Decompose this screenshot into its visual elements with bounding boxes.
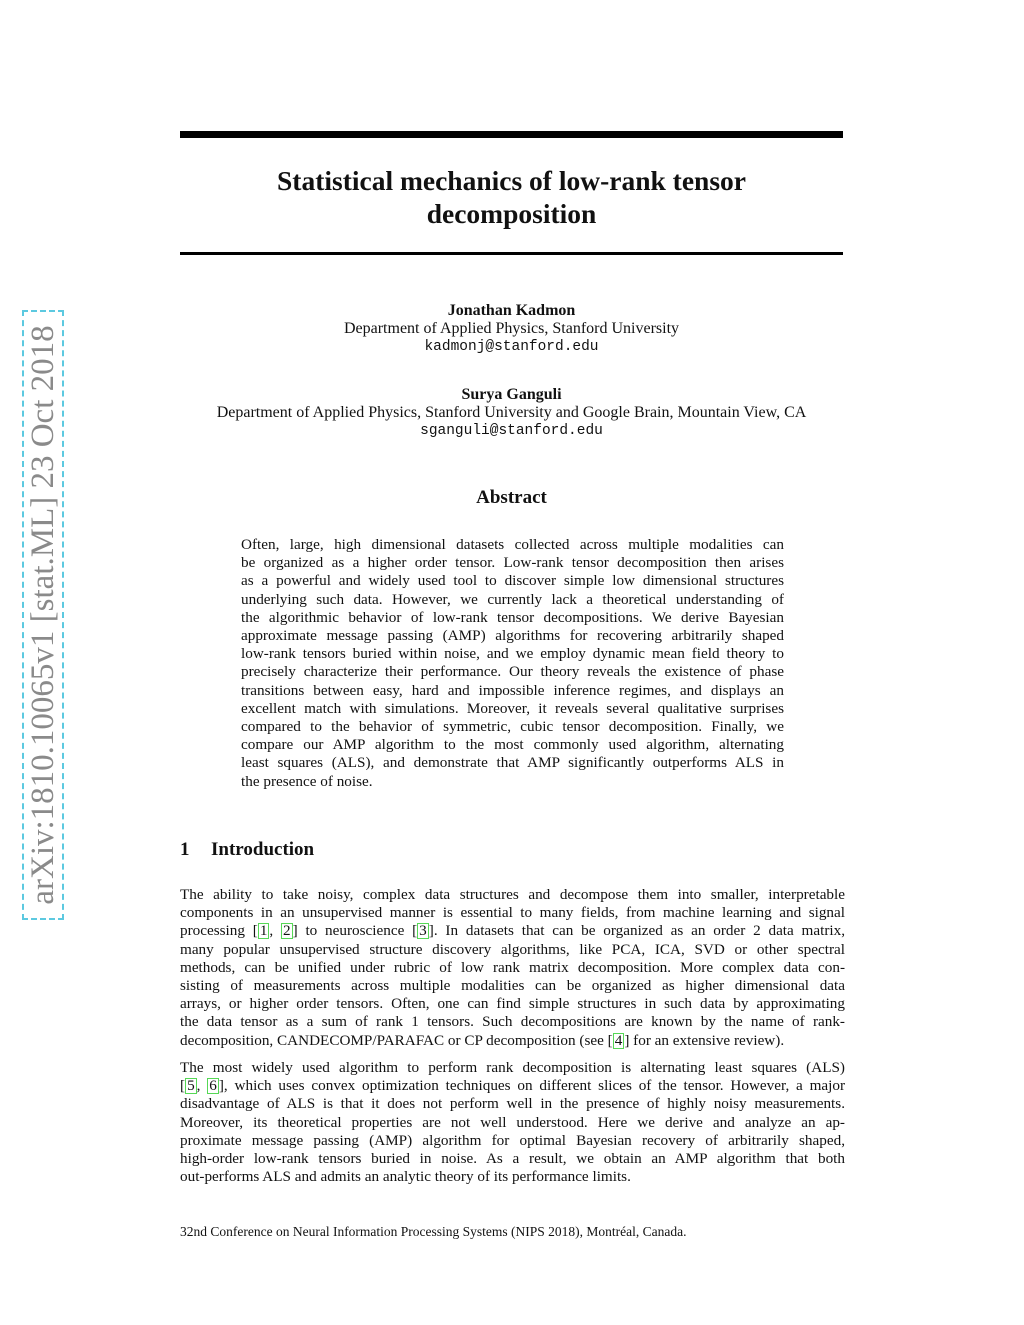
abstract-line: the presence of noise. (241, 772, 373, 790)
paragraph-line: The ability to take noisy, complex data structures and decompose them into smaller, interpretable (180, 886, 845, 903)
author-email[interactable]: sganguli@stanford.edu (420, 423, 603, 439)
abstract-line: compare our AMP algorithm to the most commonly used algorithm, alternating (241, 736, 784, 754)
intro-paragraph-1 (180, 886, 845, 1050)
section-title: Introduction (211, 839, 315, 860)
author-affiliation: Department of Applied Physics, Stanford University and Google Brain, Mountain View, CA (216, 404, 807, 421)
conference-footnote: 32nd Conference on Neural Information Processing Systems (NIPS 2018), Montréal, Canada. (180, 1224, 687, 1239)
citation-link[interactable]: 1 (259, 922, 268, 940)
paragraph-line: out-performs ALS and admits an analytic theory of its performance limits. (180, 1168, 631, 1186)
abstract-line: transitions between easy, hard and impossible inference regimes, and displays an (241, 681, 784, 699)
paragraph-line: processing [ 1 , 2 ] to neuroscience [ 3 ]. In datasets that can be organized as an order 2 data matrix, (180, 922, 845, 940)
title-line: decomposition (426, 198, 597, 229)
title-bottom-rule (180, 252, 843, 255)
paragraph-line: disadvantage of ALS is that it does not perform well in the presence of highly noisy measurements. (180, 1095, 845, 1113)
intro-paragraph-2 (180, 1059, 845, 1186)
paper-title (180, 164, 843, 230)
abstract-line: precisely characterize their performance. Our theory reveals the existence of phase (241, 663, 784, 681)
paragraph-line: methods, can be unified under rubric of low rank matrix decomposition. More complex data con- (180, 958, 845, 976)
paragraph-line: arrays, or higher order tensors. Often, one can find simple structures in such data by approximating (180, 995, 845, 1013)
citation-link[interactable]: 5 (187, 1077, 195, 1095)
author-affiliation: Department of Applied Physics, Stanford University (343, 320, 680, 337)
paragraph-line: decomposition, CANDECOMP/PARAFAC or CP decomposition (see [ 4 ] for an extensive review). (180, 1031, 785, 1049)
abstract-line: the algorithmic behavior of low-rank tensor decompositions. We derive Bayesian (241, 608, 784, 626)
arxiv-stamp (22, 310, 64, 920)
abstract-line: Often, large, high dimensional datasets collected across multiple modalities can (241, 536, 784, 553)
author-email[interactable]: kadmonj@stanford.edu (424, 339, 599, 355)
paragraph-line: Moreover, its theoretical properties are not well understood. Here we derive and analyze an ap- (180, 1113, 845, 1131)
author-name: Jonathan Kadmon (447, 302, 576, 319)
abstract-line: as a powerful and widely used tool to discover simple low dimensional structures (241, 572, 784, 590)
paragraph-line: proximate message passing (AMP) algorithm for optimal Bayesian recovery of arbitrarily shaped, (180, 1131, 845, 1149)
paragraph-line: high-order low-rank tensors buried in noise. As a result, we obtain an AMP algorithm that both (180, 1150, 845, 1168)
abstract-line: compared to the behavior of symmetric, cubic tensor decomposition. Finally, we (241, 718, 784, 736)
paragraph-line: many popular unsupervised structure discovery algorithms, like PCA, ICA, SVD or other spectral (180, 940, 845, 958)
abstract-line: approximate message passing (AMP) algorithms for recovering arbitrarily shaped (241, 627, 784, 645)
abstract-body (241, 536, 784, 791)
abstract-line: be organized as a higher order tensor. Low-rank tensor decomposition then arises (241, 554, 784, 572)
section-heading-introduction (180, 839, 314, 861)
abstract-line: underlying such data. However, we currently lack a theoretical understanding of (241, 590, 784, 608)
citation-link[interactable]: 3 (419, 922, 427, 940)
author-block-1 (180, 302, 843, 357)
abstract-line: least squares (ALS), and demonstrate that AMP significantly outperforms ALS in (241, 754, 784, 772)
paragraph-line: [ 5 , 6 ], which uses convex optimization techniques on different slices of the tensor. However, a major (180, 1077, 846, 1095)
author-name: Surya Ganguli (461, 386, 562, 403)
citation-link[interactable]: 4 (614, 1031, 623, 1049)
paragraph-line: The most widely used algorithm to perform rank decomposition is alternating least squares (ALS) (180, 1059, 845, 1076)
title-top-rule (180, 131, 843, 138)
citation-link[interactable]: 6 (209, 1077, 217, 1095)
title-line: Statistical mechanics of low-rank tensor (277, 165, 746, 196)
section-number: 1 (180, 839, 190, 860)
paragraph-line: the data tensor as a sum of rank 1 tensors. Such decompositions are known by the name of rank- (180, 1013, 845, 1031)
abstract-line: low-rank tensors buried within noise, and we employ dynamic mean field theory to (241, 645, 784, 663)
paragraph-line: sisting of measurements across multiple modalities can be organized as higher dimensional data (180, 977, 845, 995)
abstract-line: excellent match with simulations. Moreover, it reveals several qualitative surprises (241, 699, 784, 717)
paragraph-line: components in an unsupervised manner is essential to many fields, from machine learning and signal (180, 904, 845, 922)
abstract-heading: Abstract (476, 487, 547, 508)
citation-link[interactable]: 2 (283, 922, 291, 940)
author-block-2 (180, 386, 843, 441)
arxiv-stamp-text: arXiv:1810.10065v1 [stat.ML] 23 Oct 2018 (25, 325, 61, 905)
